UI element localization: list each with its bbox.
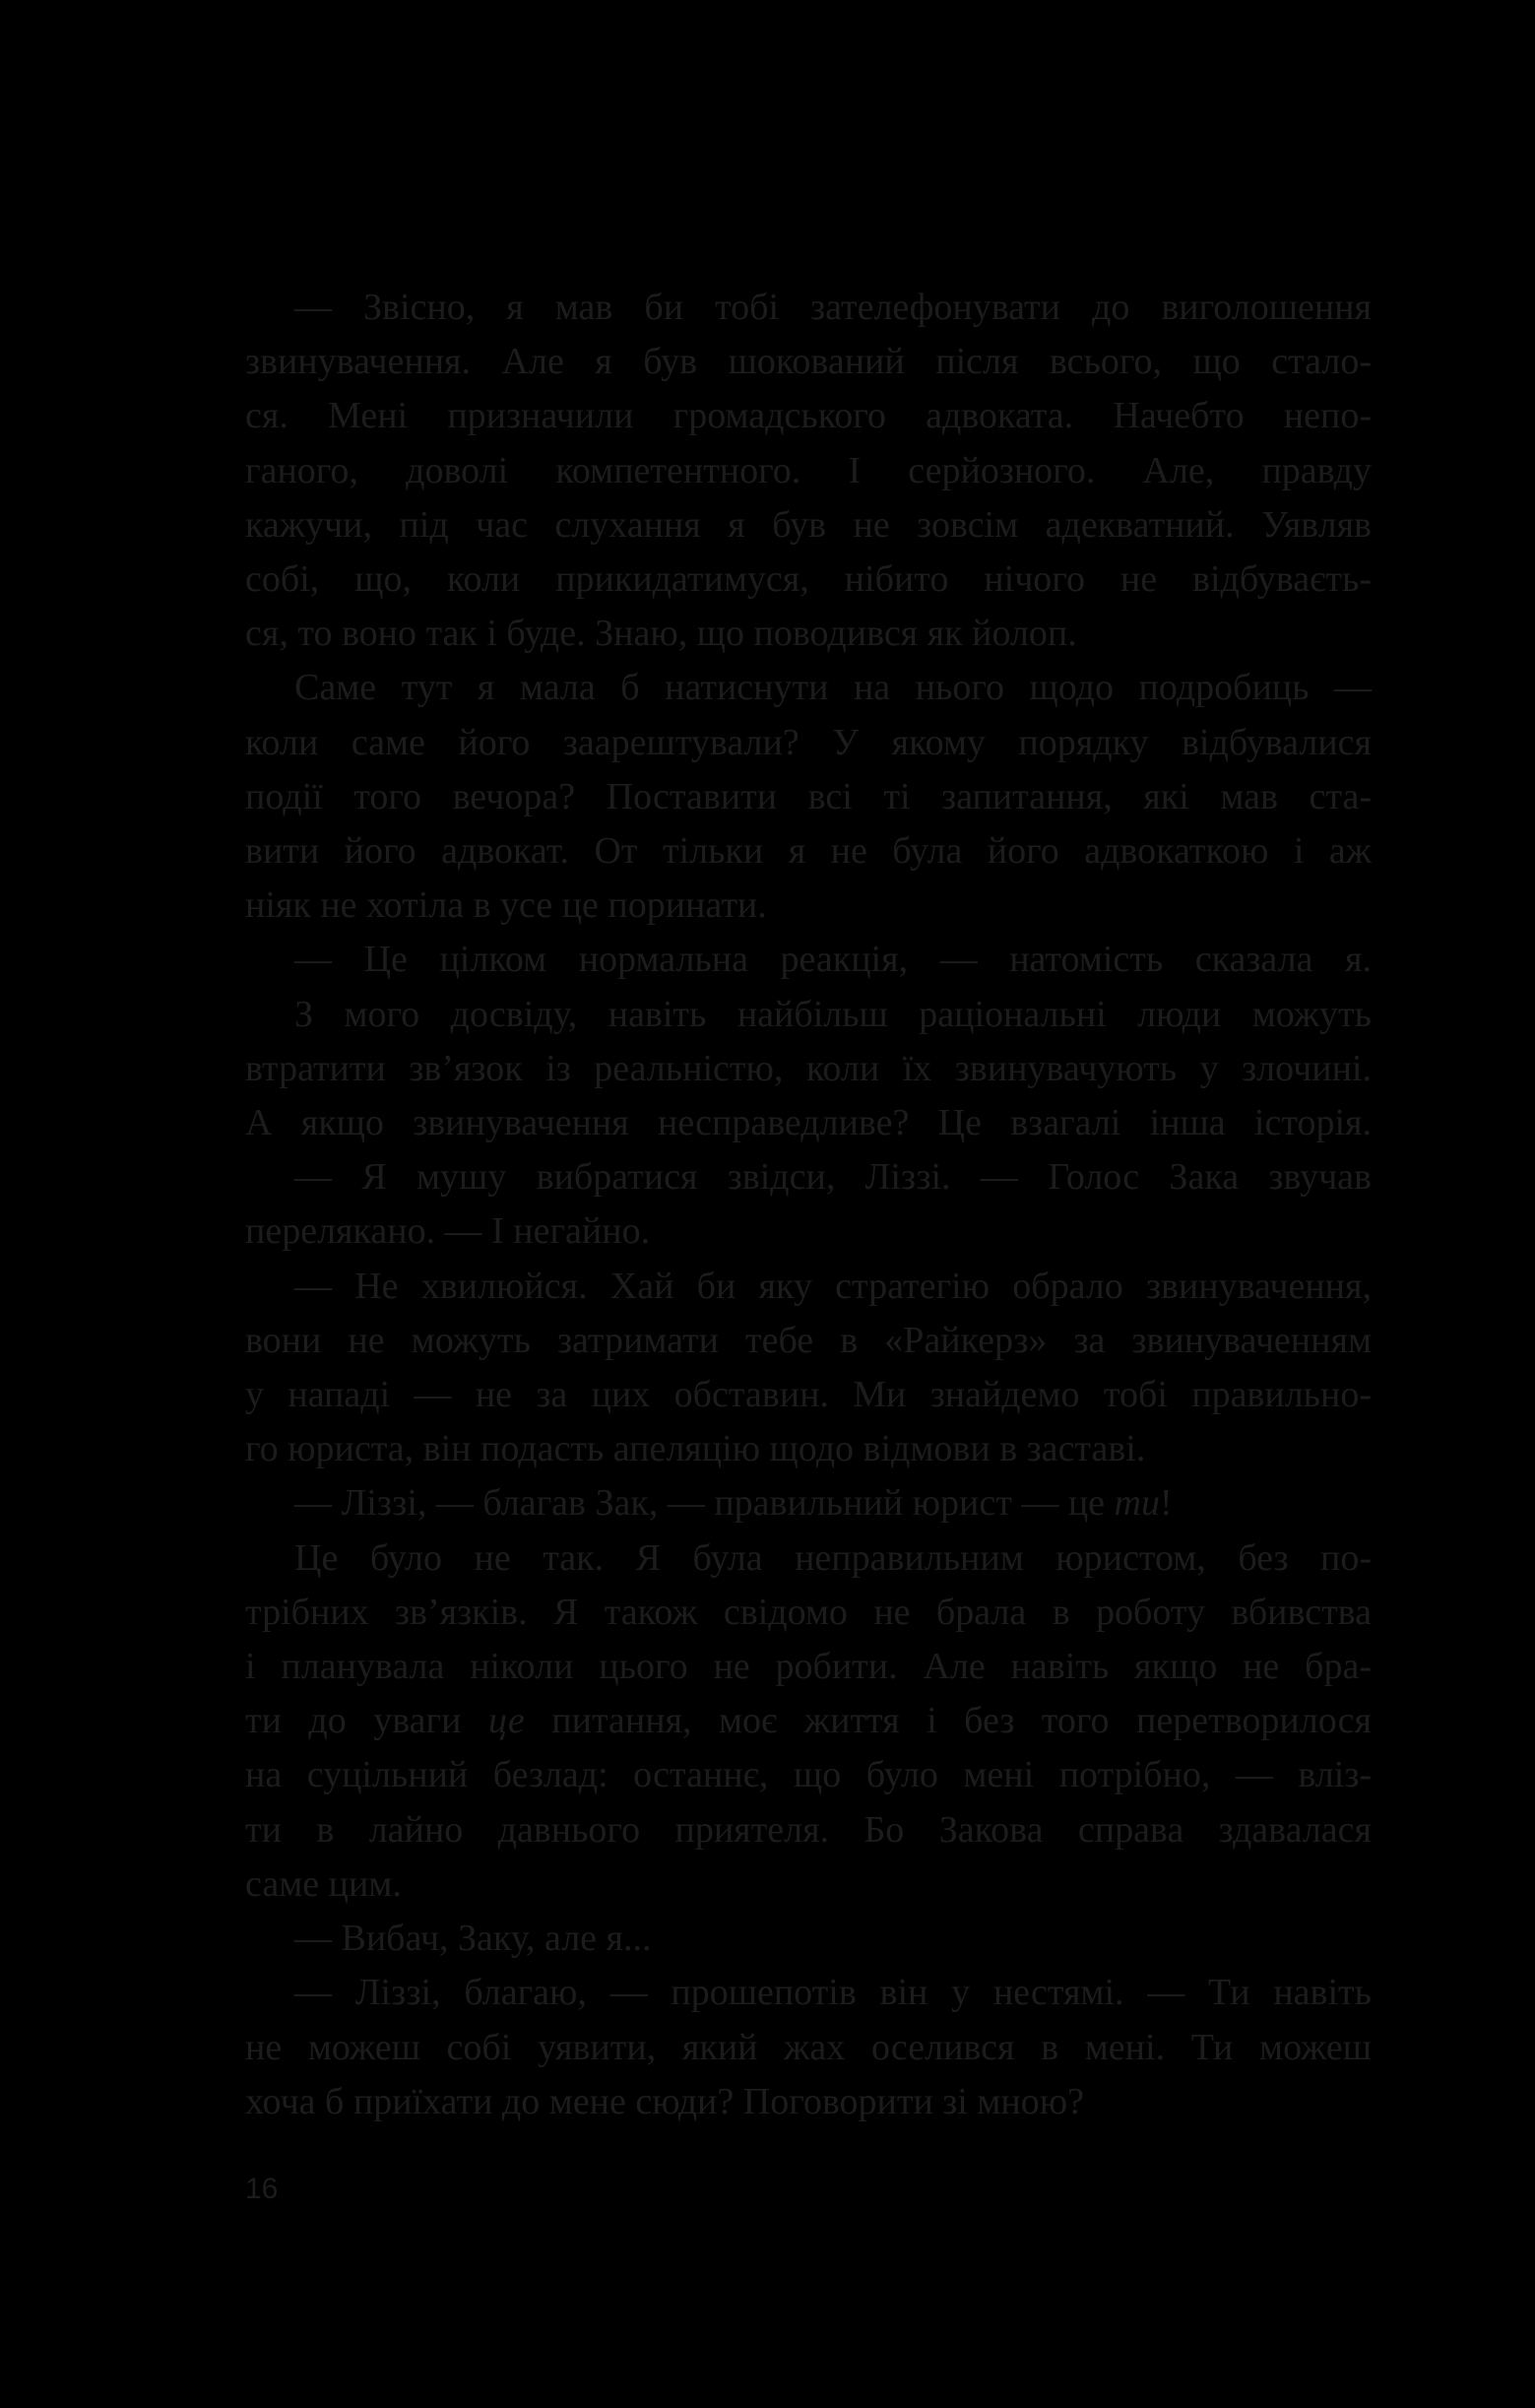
text-line: ся. Мені призначили громадського адвоката. Начебто непо- — [245, 395, 1372, 437]
text-line: не можеш собі уявити, який жах оселився в мені. Ти можеш — [245, 2026, 1372, 2068]
paragraph — [245, 1260, 1372, 1477]
text-run: на суцільний безлад: останнє, що було мені потрібно, — вліз- — [245, 1754, 1372, 1796]
text-line: Саме тут я мала б натиснути на нього щодо подробиць — — [294, 667, 1372, 709]
text-line — [245, 1803, 1372, 1857]
text-line: вити його адвокат. От тільки я не була його адвокаткою і аж — [245, 830, 1372, 873]
text-line: — Звісно, я мав би тобі зателефонувати до виголошення — [294, 287, 1372, 328]
text-line: — Вибач, Заку, але я... — [294, 1918, 652, 1960]
text-run: Це було не так. Я була неправильним юристом, без по- — [294, 1536, 1372, 1579]
text-line: у нападі — не за цих обставин. Ми знайдемо тобі правильно- — [245, 1374, 1372, 1416]
text-line — [245, 1476, 1372, 1530]
text-line: кажучи, під час слухання я був не зовсім адекватний. Уявляв — [245, 503, 1372, 546]
text-line: — Ліззі, благаю, — прошепотів він у нестямі. — Ти навіть — [294, 1972, 1372, 2014]
paragraph — [245, 1966, 1372, 2129]
emphasis-text: це — [487, 1700, 525, 1742]
text-line: — Це цілком нормальна реакція, — натомість сказала я. — [294, 939, 1372, 981]
text-run: — Ліззі, — благав Зак, — правильний юрист — це — [294, 1482, 1115, 1525]
text-run: питання, моє життя і без того перетворилося — [524, 1700, 1372, 1742]
text-line: собі, що, коли прикидатимуся, нібито нічого не відбуваєть- — [245, 558, 1372, 601]
page-number: 16 — [245, 2173, 279, 2205]
text-run: трібних зв’язків. Я також свідомо не брала в роботу вбивства — [245, 1591, 1372, 1633]
text-line: коли саме його заарештували? У якому порядку відбувалися — [245, 721, 1372, 763]
text-run: саме цим. — [245, 1862, 402, 1905]
text-run: і планувала ніколи цього не робити. Але навіть якщо не бра- — [245, 1646, 1372, 1688]
text-line — [245, 1531, 1372, 1586]
text-line: перелякано. — І негайно. — [245, 1210, 651, 1253]
text-line: З мого досвіду, навіть найбільш раціональні люди можуть — [294, 993, 1372, 1035]
body-text — [245, 281, 1372, 2129]
text-line — [245, 1694, 1372, 1748]
text-line — [245, 1640, 1372, 1694]
emphasis-text: ти — [1114, 1482, 1160, 1525]
text-line: ганого, доволі компетентного. І серйозного. Але, правду — [245, 449, 1372, 491]
paragraph — [245, 933, 1372, 987]
text-run: ! — [1159, 1482, 1173, 1525]
text-line — [245, 1748, 1372, 1802]
paragraph — [245, 1912, 1372, 1966]
text-run: ти до уваги — [245, 1700, 488, 1742]
paragraph — [245, 281, 1372, 661]
text-line: хоча б приїхати до мене сюди? Поговорити зі мною? — [245, 2080, 1084, 2122]
paragraph — [245, 988, 1372, 1151]
text-line: — Я мушу вибратися звідси, Ліззі. — Голос Зака звучав — [294, 1156, 1372, 1199]
text-line: вони не можуть затримати тебе в «Райкерз» за звинуваченням — [245, 1319, 1372, 1361]
text-line: події того вечора? Поставити всі ті запитання, які мав ста- — [245, 775, 1372, 817]
text-line — [245, 1586, 1372, 1640]
text-line — [245, 1857, 1372, 1912]
text-line: А якщо звинувачення несправедливе? Це взагалі інша історія. — [245, 1102, 1372, 1144]
paragraph — [245, 1476, 1372, 1530]
text-line: го юриста, він подасть апеляцію щодо відмови в заставі. — [245, 1428, 1146, 1470]
text-line: ся, то воно так і буде. Знаю, що поводився як йолоп. — [245, 613, 1077, 655]
paragraph — [245, 1531, 1372, 1912]
text-line: — Не хвилюйся. Хай би яку стратегію обрало звинувачення, — [294, 1265, 1372, 1307]
paragraph — [245, 661, 1372, 933]
paragraph — [245, 1150, 1372, 1259]
text-run: ти в лайно давнього приятеля. Бо Закова справа здавалася — [245, 1808, 1372, 1851]
text-line: втратити зв’язок із реальністю, коли їх звинувачують у злочині. — [245, 1047, 1372, 1089]
text-line: ніяк не хотіла в усе це поринати. — [245, 884, 767, 927]
text-line: звинувачення. Але я був шокований після всього, що стало- — [245, 341, 1372, 383]
